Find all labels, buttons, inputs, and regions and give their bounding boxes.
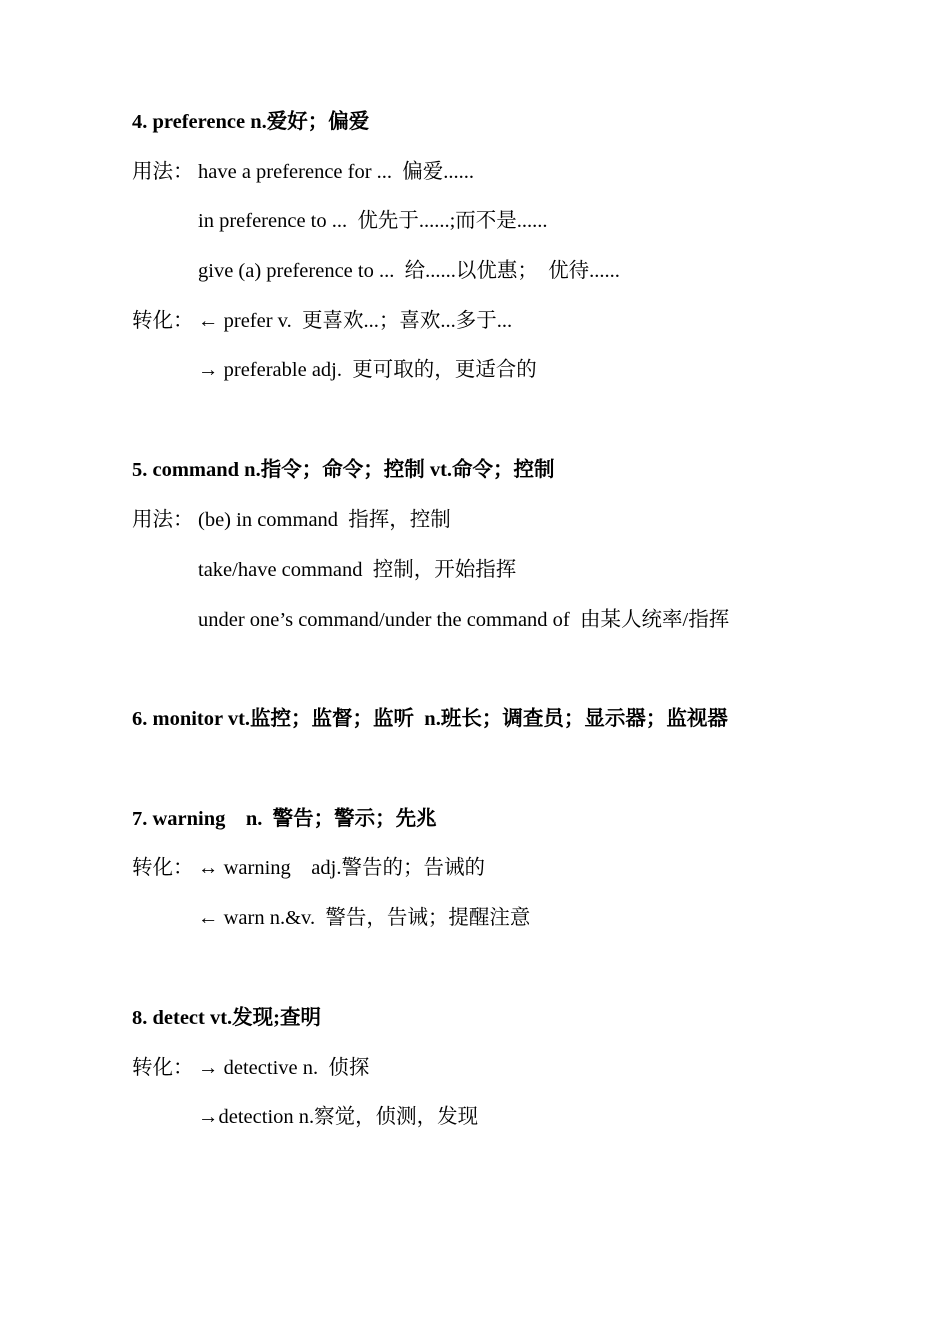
conversion-line: ← warn n.&v. 警告，告诫；提醒注意 [198,907,531,929]
usage-line: have a preference for ... 偏爱...... [198,161,475,183]
usage-line: (be) in command 指挥，控制 [198,509,451,531]
conversion-label: 转化： [132,310,194,332]
usage-line: take/have command 控制，开始指挥 [198,559,517,581]
usage-line: in preference to ... 优先于......;而不是...... [198,210,548,232]
usage-line: give (a) preference to ... 给......以优惠； 优待...... [198,260,620,282]
usage-label: 用法： [132,161,194,183]
entry-heading-warning: 7. warning n. 警告；警示；先兆 [132,808,437,830]
entry-heading-command: 5. command n.指令；命令；控制 vt.命令；控制 [132,459,555,481]
conversion-line: → detective n. 侦探 [198,1057,370,1079]
usage-line: under one’s command/under the command of 由某人统率/指挥 [198,609,730,631]
entry-heading-monitor: 6. monitor vt.监控；监督；监听 n.班长；调查员；显示器；监视器 [132,708,728,730]
conversion-line: ← prefer v. 更喜欢...；喜欢...多于... [198,310,513,332]
entry-heading-detect: 8. detect vt.发现;查明 [132,1007,322,1029]
conversion-line: →detection n.察觉，侦测，发现 [198,1106,479,1128]
conversion-line: → preferable adj. 更可取的，更适合的 [198,359,537,381]
usage-label: 用法： [132,509,194,531]
conversion-label: 转化： [132,857,194,879]
entry-heading-preference: 4. preference n.爱好；偏爱 [132,111,370,133]
conversion-line: ↔ warning adj.警告的；告诫的 [198,857,485,879]
conversion-label: 转化： [132,1057,194,1079]
